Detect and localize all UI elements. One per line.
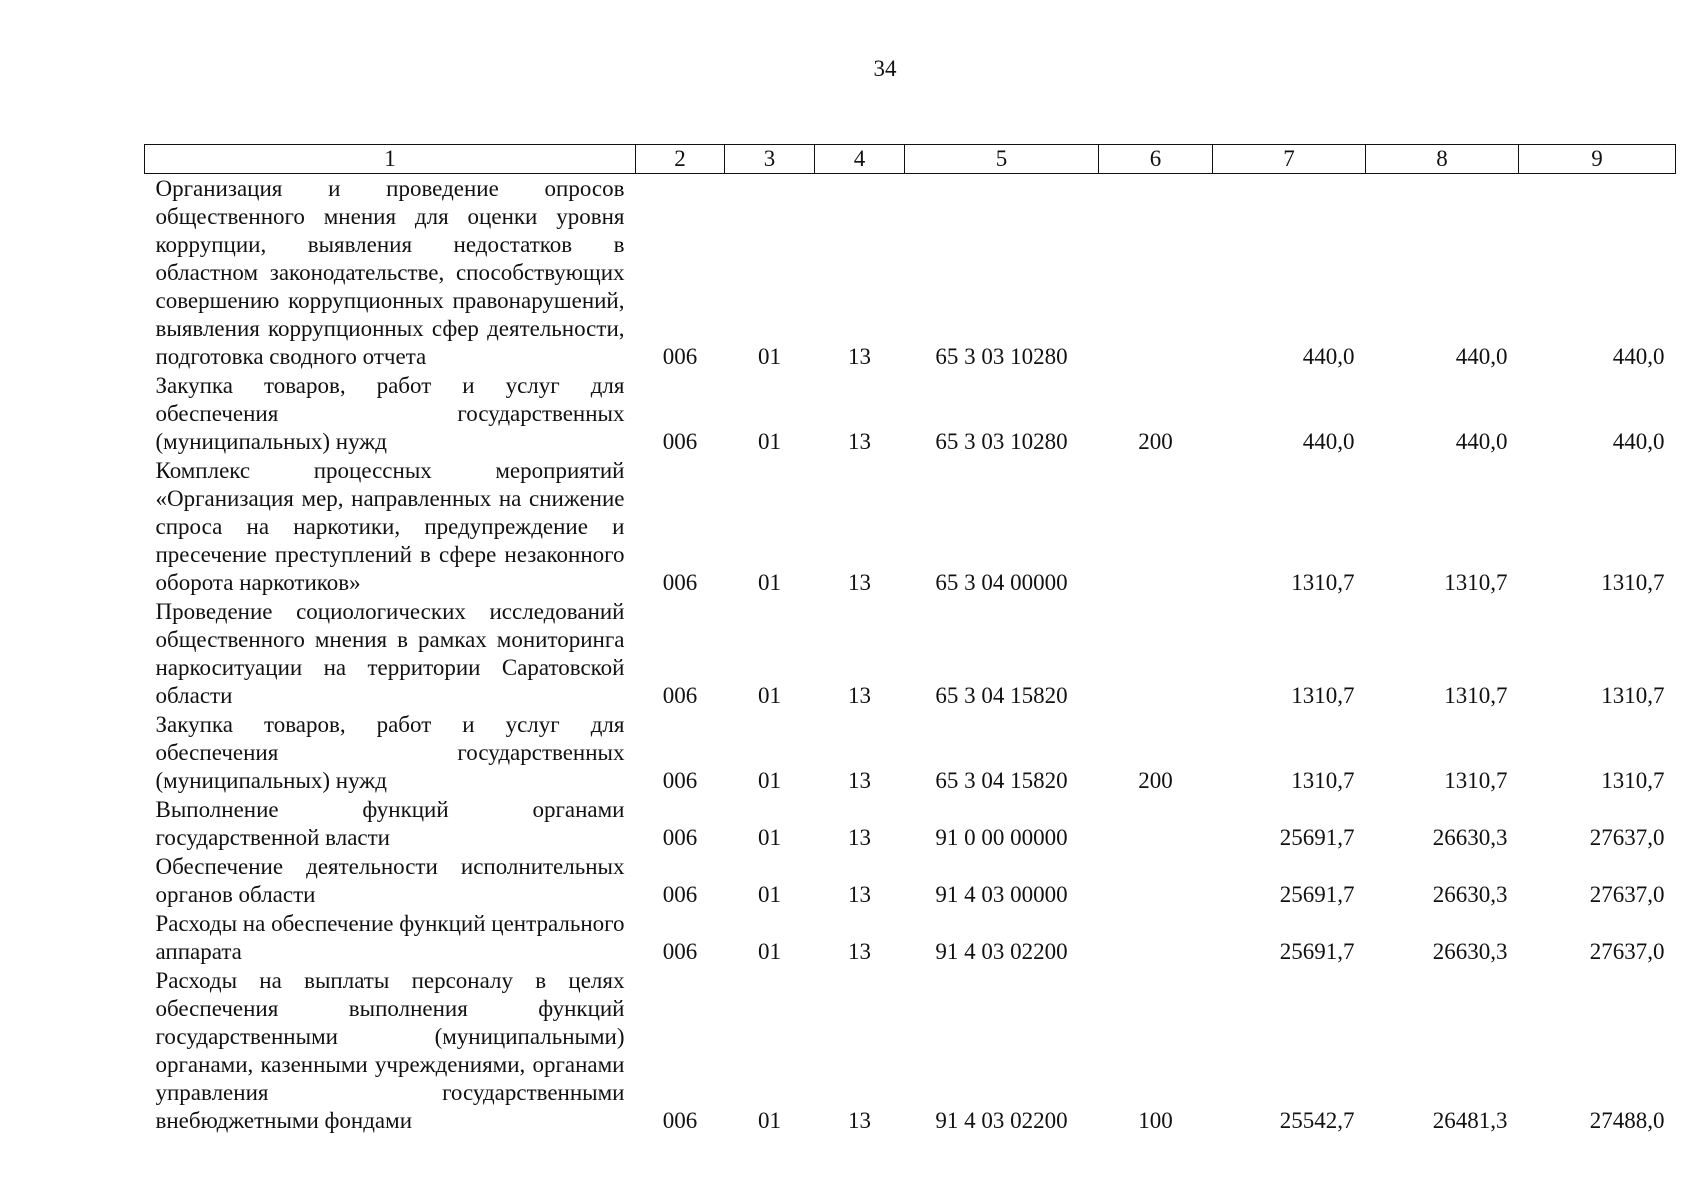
cell-col-6: 100 <box>1138 1108 1173 1133</box>
row-description: Закупка товаров, работ и услуг для обеспечения государственных (муниципальных) нужд <box>155 373 625 454</box>
table-row <box>145 966 1676 1135</box>
cell-col-3: 01 <box>758 939 781 964</box>
cell-col-6 <box>1099 795 1213 852</box>
cell-col-3: 01 <box>758 768 781 793</box>
cell-col-9: 440,0 <box>1612 344 1665 369</box>
cell-col-5: 91 0 00 00000 <box>935 825 1068 850</box>
cell-col-8: 440,0 <box>1455 344 1508 369</box>
row-description: Проведение социологических исследований общественного мнения в рамках мониторинга наркоситуации на территории Саратовской области <box>155 599 625 708</box>
cell-col-5: 65 3 04 15820 <box>935 768 1068 793</box>
cell-col-5: 65 3 04 15820 <box>935 683 1068 708</box>
page-number: 34 <box>873 56 897 81</box>
cell-col-3: 01 <box>758 882 781 907</box>
cell-col-7: 25542,7 <box>1279 1108 1355 1133</box>
table-row <box>145 909 1676 966</box>
column-header-7: 7 <box>1213 145 1366 174</box>
cell-col-9: 1310,7 <box>1601 768 1665 793</box>
cell-col-6: 200 <box>1138 768 1173 793</box>
cell-col-4: 13 <box>848 882 871 907</box>
cell-col-2: 006 <box>662 768 698 793</box>
cell-col-2: 006 <box>662 683 698 708</box>
cell-col-3: 01 <box>758 825 781 850</box>
cell-col-2: 006 <box>662 1108 698 1133</box>
cell-col-7: 440,0 <box>1302 429 1355 454</box>
column-header-1: 1 <box>145 145 636 174</box>
cell-col-9: 1310,7 <box>1601 683 1665 708</box>
cell-col-2: 006 <box>662 429 698 454</box>
cell-col-4: 13 <box>848 570 871 595</box>
table-row <box>145 710 1676 795</box>
cell-col-8: 1310,7 <box>1444 570 1508 595</box>
cell-col-6 <box>1099 852 1213 909</box>
cell-col-5: 91 4 03 02200 <box>935 1108 1068 1133</box>
table-row <box>145 597 1676 710</box>
cell-col-9: 1310,7 <box>1601 570 1665 595</box>
table-header-row <box>145 145 1676 174</box>
cell-col-6 <box>1099 456 1213 597</box>
cell-col-7: 25691,7 <box>1279 825 1355 850</box>
table-row <box>145 371 1676 456</box>
table-row <box>145 795 1676 852</box>
column-header-6: 6 <box>1099 145 1213 174</box>
cell-col-2: 006 <box>662 570 698 595</box>
row-description: Закупка товаров, работ и услуг для обеспечения государственных (муниципальных) нужд <box>155 712 625 793</box>
cell-col-3: 01 <box>758 570 781 595</box>
cell-col-9: 27637,0 <box>1589 825 1665 850</box>
cell-col-6 <box>1099 909 1213 966</box>
cell-col-6: 200 <box>1138 429 1173 454</box>
cell-col-2: 006 <box>662 882 698 907</box>
cell-col-8: 26630,3 <box>1432 825 1508 850</box>
cell-col-2: 006 <box>662 939 698 964</box>
column-header-2: 2 <box>636 145 725 174</box>
cell-col-9: 27637,0 <box>1589 882 1665 907</box>
cell-col-7: 1310,7 <box>1291 683 1355 708</box>
row-description: Комплекс процессных мероприятий «Организация мер, направленных на снижение спроса на наркотики, предупреждение и пресечение преступлений в сфере незаконного оборота наркотиков» <box>155 458 625 595</box>
cell-col-8: 440,0 <box>1455 429 1508 454</box>
cell-col-7: 1310,7 <box>1291 768 1355 793</box>
cell-col-5: 91 4 03 02200 <box>935 939 1068 964</box>
table-row <box>145 852 1676 909</box>
column-header-8: 8 <box>1366 145 1519 174</box>
cell-col-4: 13 <box>848 768 871 793</box>
cell-col-7: 1310,7 <box>1291 570 1355 595</box>
row-description: Организация и проведение опросов общественного мнения для оценки уровня коррупции, выявления недостатков в областном законодательстве, способствующих совершению коррупционных правонарушений, выявления коррупционных сфер деятельности, подготовка сводного отчета <box>155 176 625 369</box>
cell-col-4: 13 <box>848 429 871 454</box>
cell-col-5: 65 3 03 10280 <box>935 344 1068 369</box>
cell-col-3: 01 <box>758 429 781 454</box>
cell-col-4: 13 <box>848 825 871 850</box>
row-description: Расходы на обеспечение функций центрального аппарата <box>155 911 625 964</box>
cell-col-9: 27637,0 <box>1589 939 1665 964</box>
cell-col-4: 13 <box>848 939 871 964</box>
column-header-5: 5 <box>905 145 1099 174</box>
cell-col-3: 01 <box>758 344 781 369</box>
cell-col-6 <box>1099 597 1213 710</box>
cell-col-9: 440,0 <box>1612 429 1665 454</box>
cell-col-2: 006 <box>662 825 698 850</box>
cell-col-5: 65 3 04 00000 <box>935 570 1068 595</box>
column-header-9: 9 <box>1519 145 1676 174</box>
cell-col-3: 01 <box>758 683 781 708</box>
table-row <box>145 174 1676 372</box>
row-description: Обеспечение деятельности исполнительных органов области <box>155 854 625 907</box>
cell-col-8: 1310,7 <box>1444 683 1508 708</box>
cell-col-7: 440,0 <box>1302 344 1355 369</box>
cell-col-6 <box>1099 174 1213 372</box>
budget-table <box>144 144 1676 1135</box>
cell-col-4: 13 <box>848 344 871 369</box>
row-description: Выполнение функций органами государственной власти <box>155 797 625 850</box>
cell-col-5: 65 3 03 10280 <box>935 429 1068 454</box>
cell-col-8: 26481,3 <box>1432 1108 1508 1133</box>
column-header-4: 4 <box>815 145 905 174</box>
cell-col-2: 006 <box>662 344 698 369</box>
cell-col-7: 25691,7 <box>1279 882 1355 907</box>
column-header-3: 3 <box>725 145 815 174</box>
cell-col-7: 25691,7 <box>1279 939 1355 964</box>
cell-col-3: 01 <box>758 1108 781 1133</box>
cell-col-8: 1310,7 <box>1444 768 1508 793</box>
cell-col-8: 26630,3 <box>1432 882 1508 907</box>
cell-col-5: 91 4 03 00000 <box>935 882 1068 907</box>
table-row <box>145 456 1676 597</box>
cell-col-4: 13 <box>848 1108 871 1133</box>
cell-col-4: 13 <box>848 683 871 708</box>
row-description: Расходы на выплаты персоналу в целях обеспечения выполнения функций государственными (муниципальными) органами, казенными учреждениями, органами управления государственными внебюджетными фондами <box>155 968 625 1133</box>
cell-col-8: 26630,3 <box>1432 939 1508 964</box>
cell-col-9: 27488,0 <box>1589 1108 1665 1133</box>
